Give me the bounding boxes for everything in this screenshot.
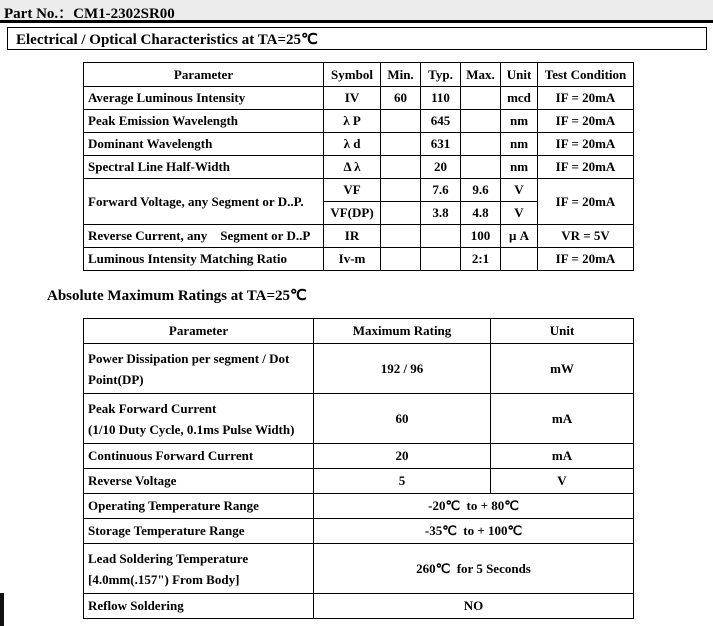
table-row — [84, 156, 634, 179]
table-row — [84, 87, 634, 110]
parameter-line: Power Dissipation per segment / Dot — [88, 350, 290, 366]
unit-cell: nm — [501, 133, 538, 156]
unit-cell: mA — [491, 394, 634, 444]
parameter-cell: Luminous Intensity Matching Ratio — [84, 248, 324, 271]
parameter-cell: Dominant Wavelength — [84, 133, 324, 156]
column-header-max: Max. — [461, 63, 501, 87]
min-cell — [381, 179, 421, 202]
condition-cell: IF = 20mA — [538, 248, 634, 271]
max-cell: 4.8 — [461, 202, 501, 225]
table-row — [84, 544, 634, 594]
symbol-cell: IR — [324, 225, 381, 248]
parameter-line: Point(DP) — [88, 371, 144, 387]
column-header-typ: Typ. — [421, 63, 461, 87]
table-row — [84, 344, 634, 394]
condition-cell: IF = 20mA — [538, 156, 634, 179]
symbol-cell: λ P — [324, 110, 381, 133]
table-row — [84, 394, 634, 444]
parameter-cell: Reverse Current, any Segment or D..P — [84, 225, 324, 248]
min-cell — [381, 225, 421, 248]
column-header-unit: Unit — [491, 319, 634, 344]
column-header-maximum-rating: Maximum Rating — [314, 319, 491, 344]
parameter-cell: Operating Temperature Range — [84, 494, 314, 519]
column-header-parameter: Parameter — [84, 319, 314, 344]
unit-cell: μ A — [501, 225, 538, 248]
condition-cell: VR = 5V — [538, 225, 634, 248]
unit-cell: nm — [501, 110, 538, 133]
table-row — [84, 494, 634, 519]
table-row — [84, 469, 634, 494]
rating-cell: 5 — [314, 469, 491, 494]
maximum-ratings-table — [83, 318, 634, 619]
min-cell — [381, 156, 421, 179]
table-row — [84, 133, 634, 156]
symbol-cell: λ d — [324, 133, 381, 156]
unit-cell: nm — [501, 156, 538, 179]
typ-cell: 7.6 — [421, 179, 461, 202]
parameter-cell: Reverse Voltage — [84, 469, 314, 494]
section-heading-maximum — [47, 286, 713, 305]
part-number-bar — [0, 0, 713, 23]
parameter-cell: Spectral Line Half-Width — [84, 156, 324, 179]
min-cell — [381, 110, 421, 133]
parameter-cell — [84, 544, 314, 594]
typ-cell: 645 — [421, 110, 461, 133]
min-cell — [381, 202, 421, 225]
section-heading-electrical — [7, 27, 707, 50]
typ-cell: 20 — [421, 156, 461, 179]
column-header-unit: Unit — [501, 63, 538, 87]
max-cell: 100 — [461, 225, 501, 248]
column-header-parameter: Parameter — [84, 63, 324, 87]
maximum-header-row — [84, 319, 634, 344]
part-number-text: Part No.：CM1-2302SR00 — [4, 6, 175, 22]
parameter-line: Lead Soldering Temperature — [88, 550, 249, 566]
section-heading-maximum-text: Absolute Maximum Ratings at TA=25℃ — [47, 288, 307, 304]
rating-cell: 260℃ for 5 Seconds — [314, 544, 634, 594]
condition-cell: IF = 20mA — [538, 110, 634, 133]
unit-cell: mW — [491, 344, 634, 394]
table-row — [84, 444, 634, 469]
rating-cell: -20℃ to + 80℃ — [314, 494, 634, 519]
symbol-cell: VF(DP) — [324, 202, 381, 225]
column-header-symbol: Symbol — [324, 63, 381, 87]
typ-cell — [421, 225, 461, 248]
electrical-table — [83, 62, 634, 271]
table-row — [84, 519, 634, 544]
max-cell — [461, 110, 501, 133]
symbol-cell: Iv-m — [324, 248, 381, 271]
parameter-cell: Continuous Forward Current — [84, 444, 314, 469]
max-cell: 2:1 — [461, 248, 501, 271]
unit-cell — [501, 248, 538, 271]
parameter-cell — [84, 394, 314, 444]
min-cell — [381, 248, 421, 271]
parameter-cell: Reflow Soldering — [84, 594, 314, 619]
parameter-line: [4.0mm(.157") From Body] — [88, 571, 240, 587]
scan-artifact — [0, 593, 4, 626]
unit-cell: V — [501, 179, 538, 202]
symbol-cell: IV — [324, 87, 381, 110]
rating-cell: 20 — [314, 444, 491, 469]
table-row — [84, 248, 634, 271]
rating-cell: 60 — [314, 394, 491, 444]
table-row — [84, 110, 634, 133]
column-header-min: Min. — [381, 63, 421, 87]
max-cell — [461, 87, 501, 110]
max-cell — [461, 133, 501, 156]
table-row-forward-voltage-1 — [84, 179, 634, 202]
parameter-cell: Storage Temperature Range — [84, 519, 314, 544]
rating-cell: 192 / 96 — [314, 344, 491, 394]
unit-cell: mcd — [501, 87, 538, 110]
typ-cell: 631 — [421, 133, 461, 156]
unit-cell: V — [491, 469, 634, 494]
parameter-line: Peak Forward Current — [88, 400, 217, 416]
parameter-cell: Average Luminous Intensity — [84, 87, 324, 110]
rating-cell: NO — [314, 594, 634, 619]
typ-cell — [421, 248, 461, 271]
min-cell: 60 — [381, 87, 421, 110]
rating-cell: -35℃ to + 100℃ — [314, 519, 634, 544]
section-heading-electrical-text: Electrical / Optical Characteristics at TA=25℃ — [16, 32, 318, 48]
condition-cell: IF = 20mA — [538, 179, 634, 225]
parameter-cell — [84, 344, 314, 394]
condition-cell: IF = 20mA — [538, 87, 634, 110]
max-cell — [461, 156, 501, 179]
typ-cell: 3.8 — [421, 202, 461, 225]
table-row — [84, 594, 634, 619]
electrical-header-row — [84, 63, 634, 87]
unit-cell: mA — [491, 444, 634, 469]
column-header-test-condition: Test Condition — [538, 63, 634, 87]
unit-cell: V — [501, 202, 538, 225]
symbol-cell: VF — [324, 179, 381, 202]
min-cell — [381, 133, 421, 156]
parameter-line: (1/10 Duty Cycle, 0.1ms Pulse Width) — [88, 421, 295, 437]
max-cell: 9.6 — [461, 179, 501, 202]
parameter-cell: Forward Voltage, any Segment or D..P. — [84, 179, 324, 225]
symbol-cell: Δ λ — [324, 156, 381, 179]
table-row — [84, 225, 634, 248]
typ-cell: 110 — [421, 87, 461, 110]
parameter-cell: Peak Emission Wavelength — [84, 110, 324, 133]
condition-cell: IF = 20mA — [538, 133, 634, 156]
